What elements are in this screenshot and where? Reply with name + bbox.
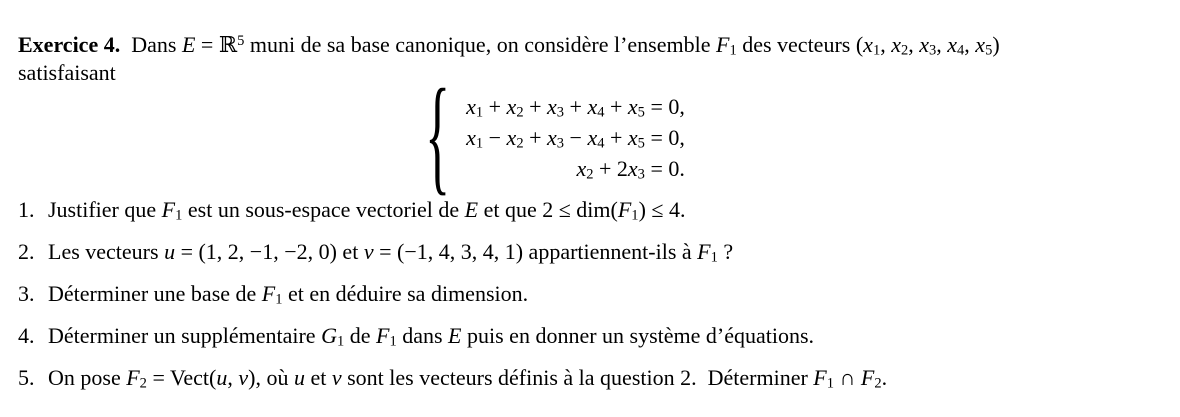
subscript: 4 <box>597 104 605 121</box>
math-variable: F <box>376 323 390 348</box>
math-variable: x <box>891 32 901 57</box>
subscript: 5 <box>637 135 645 152</box>
question-number: 3. <box>18 281 35 306</box>
text-run: et que 2 ≤ dim( <box>478 197 618 222</box>
text-run: , <box>227 365 239 390</box>
text-run: muni de sa base canonique, on considère l’ensemble <box>244 32 716 57</box>
subscript: 1 <box>336 333 345 350</box>
math-variable: x <box>627 125 638 150</box>
equation-2 <box>466 122 685 153</box>
math-variable: u <box>216 365 228 390</box>
text-run: + <box>604 125 628 150</box>
text-run: ) <box>992 32 1000 57</box>
text-run: et <box>304 365 332 390</box>
text-run: ), où <box>248 365 294 390</box>
text-run: Déterminer <box>696 365 814 390</box>
text-run: ∩ <box>834 365 861 390</box>
text-run: et en déduire sa dimension. <box>282 281 529 306</box>
blackboard-symbol: ℝ <box>218 33 238 58</box>
math-variable: x <box>627 156 638 181</box>
question-number: 2. <box>18 239 35 264</box>
math-variable: F <box>697 239 711 264</box>
equation-column <box>466 91 685 184</box>
subscript: 1 <box>872 42 881 59</box>
text-run: = <box>195 32 219 57</box>
math-variable: u <box>293 365 305 390</box>
math-variable: F <box>161 197 176 222</box>
text-run: = (1, 2, −1, −2, 0) et <box>175 239 364 264</box>
text-run: = 0. <box>644 156 685 181</box>
math-variable: F <box>860 365 875 390</box>
text-run: + <box>564 94 588 119</box>
question-item-2 <box>18 238 1134 266</box>
question-item-4 <box>18 322 1134 350</box>
bold-text: Exercice 4. <box>18 32 121 57</box>
text-run: , <box>908 32 920 57</box>
equation-system <box>425 65 685 208</box>
math-variable: E <box>181 32 196 57</box>
questions-list <box>18 196 1134 392</box>
subscript: 3 <box>556 135 565 152</box>
math-variable: G <box>321 323 337 348</box>
text-run: puis en donner un système d’équations. <box>461 323 815 348</box>
text-run: + <box>483 94 507 119</box>
subscript: 1 <box>631 207 639 224</box>
text-run: des vecteurs ( <box>736 32 864 57</box>
text-run: = (−1, 4, 3, 4, 1) appartiennent-ils à <box>373 239 698 264</box>
question-text <box>48 364 887 392</box>
question-item-1 <box>18 196 1134 224</box>
text-run: . <box>881 365 888 390</box>
text-run: , <box>936 32 948 57</box>
math-variable: x <box>466 94 476 119</box>
subscript: 5 <box>985 42 993 59</box>
math-variable: F <box>261 281 276 306</box>
math-variable: F <box>813 365 827 390</box>
text-run: Les vecteurs <box>48 239 165 264</box>
math-variable: x <box>975 32 986 57</box>
text-run: − <box>483 125 507 150</box>
text-run: dans <box>396 323 449 348</box>
text-run: , <box>964 32 976 57</box>
subscript: 1 <box>475 135 484 152</box>
math-variable: u <box>164 239 176 264</box>
text-run: Déterminer un supplémentaire <box>48 323 322 348</box>
subscript: 1 <box>710 249 718 266</box>
superscript: 5 <box>237 32 245 49</box>
subscript: 3 <box>637 166 645 183</box>
intro-line-2 <box>18 59 1134 86</box>
text-run: + <box>523 125 547 150</box>
subscript: 2 <box>900 42 909 59</box>
math-variable: x <box>587 94 598 119</box>
text-run: + <box>604 94 628 119</box>
math-variable: x <box>506 94 517 119</box>
text-run: , <box>880 32 892 57</box>
math-variable: v <box>238 365 249 390</box>
text-run: est un sous-espace vectoriel de <box>182 197 465 222</box>
math-variable: x <box>466 125 476 150</box>
text-run: ? <box>717 239 734 264</box>
math-variable: x <box>627 94 638 119</box>
math-variable: x <box>919 32 929 57</box>
math-variable: x <box>863 32 873 57</box>
subscript: 2 <box>586 166 594 183</box>
text-run: = 0, <box>644 94 685 119</box>
question-text <box>48 238 733 266</box>
subscript: 1 <box>389 333 397 350</box>
subscript: 4 <box>597 135 605 152</box>
text-run: Dans <box>120 32 182 57</box>
text-run: = Vect( <box>146 365 217 390</box>
text-run: ) ≤ 4. <box>638 197 686 222</box>
question-text <box>48 196 685 224</box>
math-variable: F <box>126 365 140 390</box>
subscript: 1 <box>475 104 484 121</box>
subscript: 5 <box>637 104 645 121</box>
subscript: 1 <box>275 291 283 308</box>
text-run: satisfaisant <box>18 60 116 85</box>
math-variable: x <box>947 32 958 57</box>
subscript: 3 <box>929 42 937 59</box>
text-run: On pose <box>48 365 127 390</box>
subscript: 1 <box>175 207 183 224</box>
math-variable: x <box>576 156 587 181</box>
intro-line-1 <box>18 31 1134 59</box>
text-run: + <box>523 94 547 119</box>
math-variable: v <box>363 239 374 264</box>
math-variable: E <box>448 323 462 348</box>
math-variable: v <box>331 365 342 390</box>
question-number: 4. <box>18 323 35 348</box>
math-variable: E <box>464 197 479 222</box>
math-variable: F <box>716 32 730 57</box>
math-variable: x <box>547 125 557 150</box>
text-run: − <box>564 125 588 150</box>
question-item-5 <box>18 364 1134 392</box>
text-run: sont les vecteurs définis à la question 2. <box>341 365 697 390</box>
subscript: 3 <box>556 104 565 121</box>
question-item-3 <box>18 280 1134 308</box>
exercise-intro <box>18 31 1134 86</box>
subscript: 4 <box>957 42 965 59</box>
math-variable: x <box>506 125 517 150</box>
math-variable: x <box>587 125 598 150</box>
equation-1 <box>466 91 685 122</box>
equation-3 <box>576 153 684 184</box>
question-number: 5. <box>18 365 35 390</box>
question-text <box>48 280 528 308</box>
question-text <box>48 322 814 350</box>
math-variable: F <box>617 197 632 222</box>
subscript: 1 <box>729 42 737 59</box>
subscript: 2 <box>139 375 147 392</box>
text-run: = 0, <box>644 125 685 150</box>
text-run: Justifier que <box>48 197 162 222</box>
math-variable: x <box>547 94 557 119</box>
text-run: + 2 <box>593 156 628 181</box>
subscript: 2 <box>516 135 524 152</box>
subscript: 2 <box>874 375 882 392</box>
question-number: 1. <box>18 197 35 222</box>
text-run: Déterminer une base de <box>48 281 262 306</box>
subscript: 1 <box>826 375 834 392</box>
left-curly-brace: { <box>425 65 451 208</box>
text-run: de <box>344 323 376 348</box>
subscript: 2 <box>516 104 524 121</box>
